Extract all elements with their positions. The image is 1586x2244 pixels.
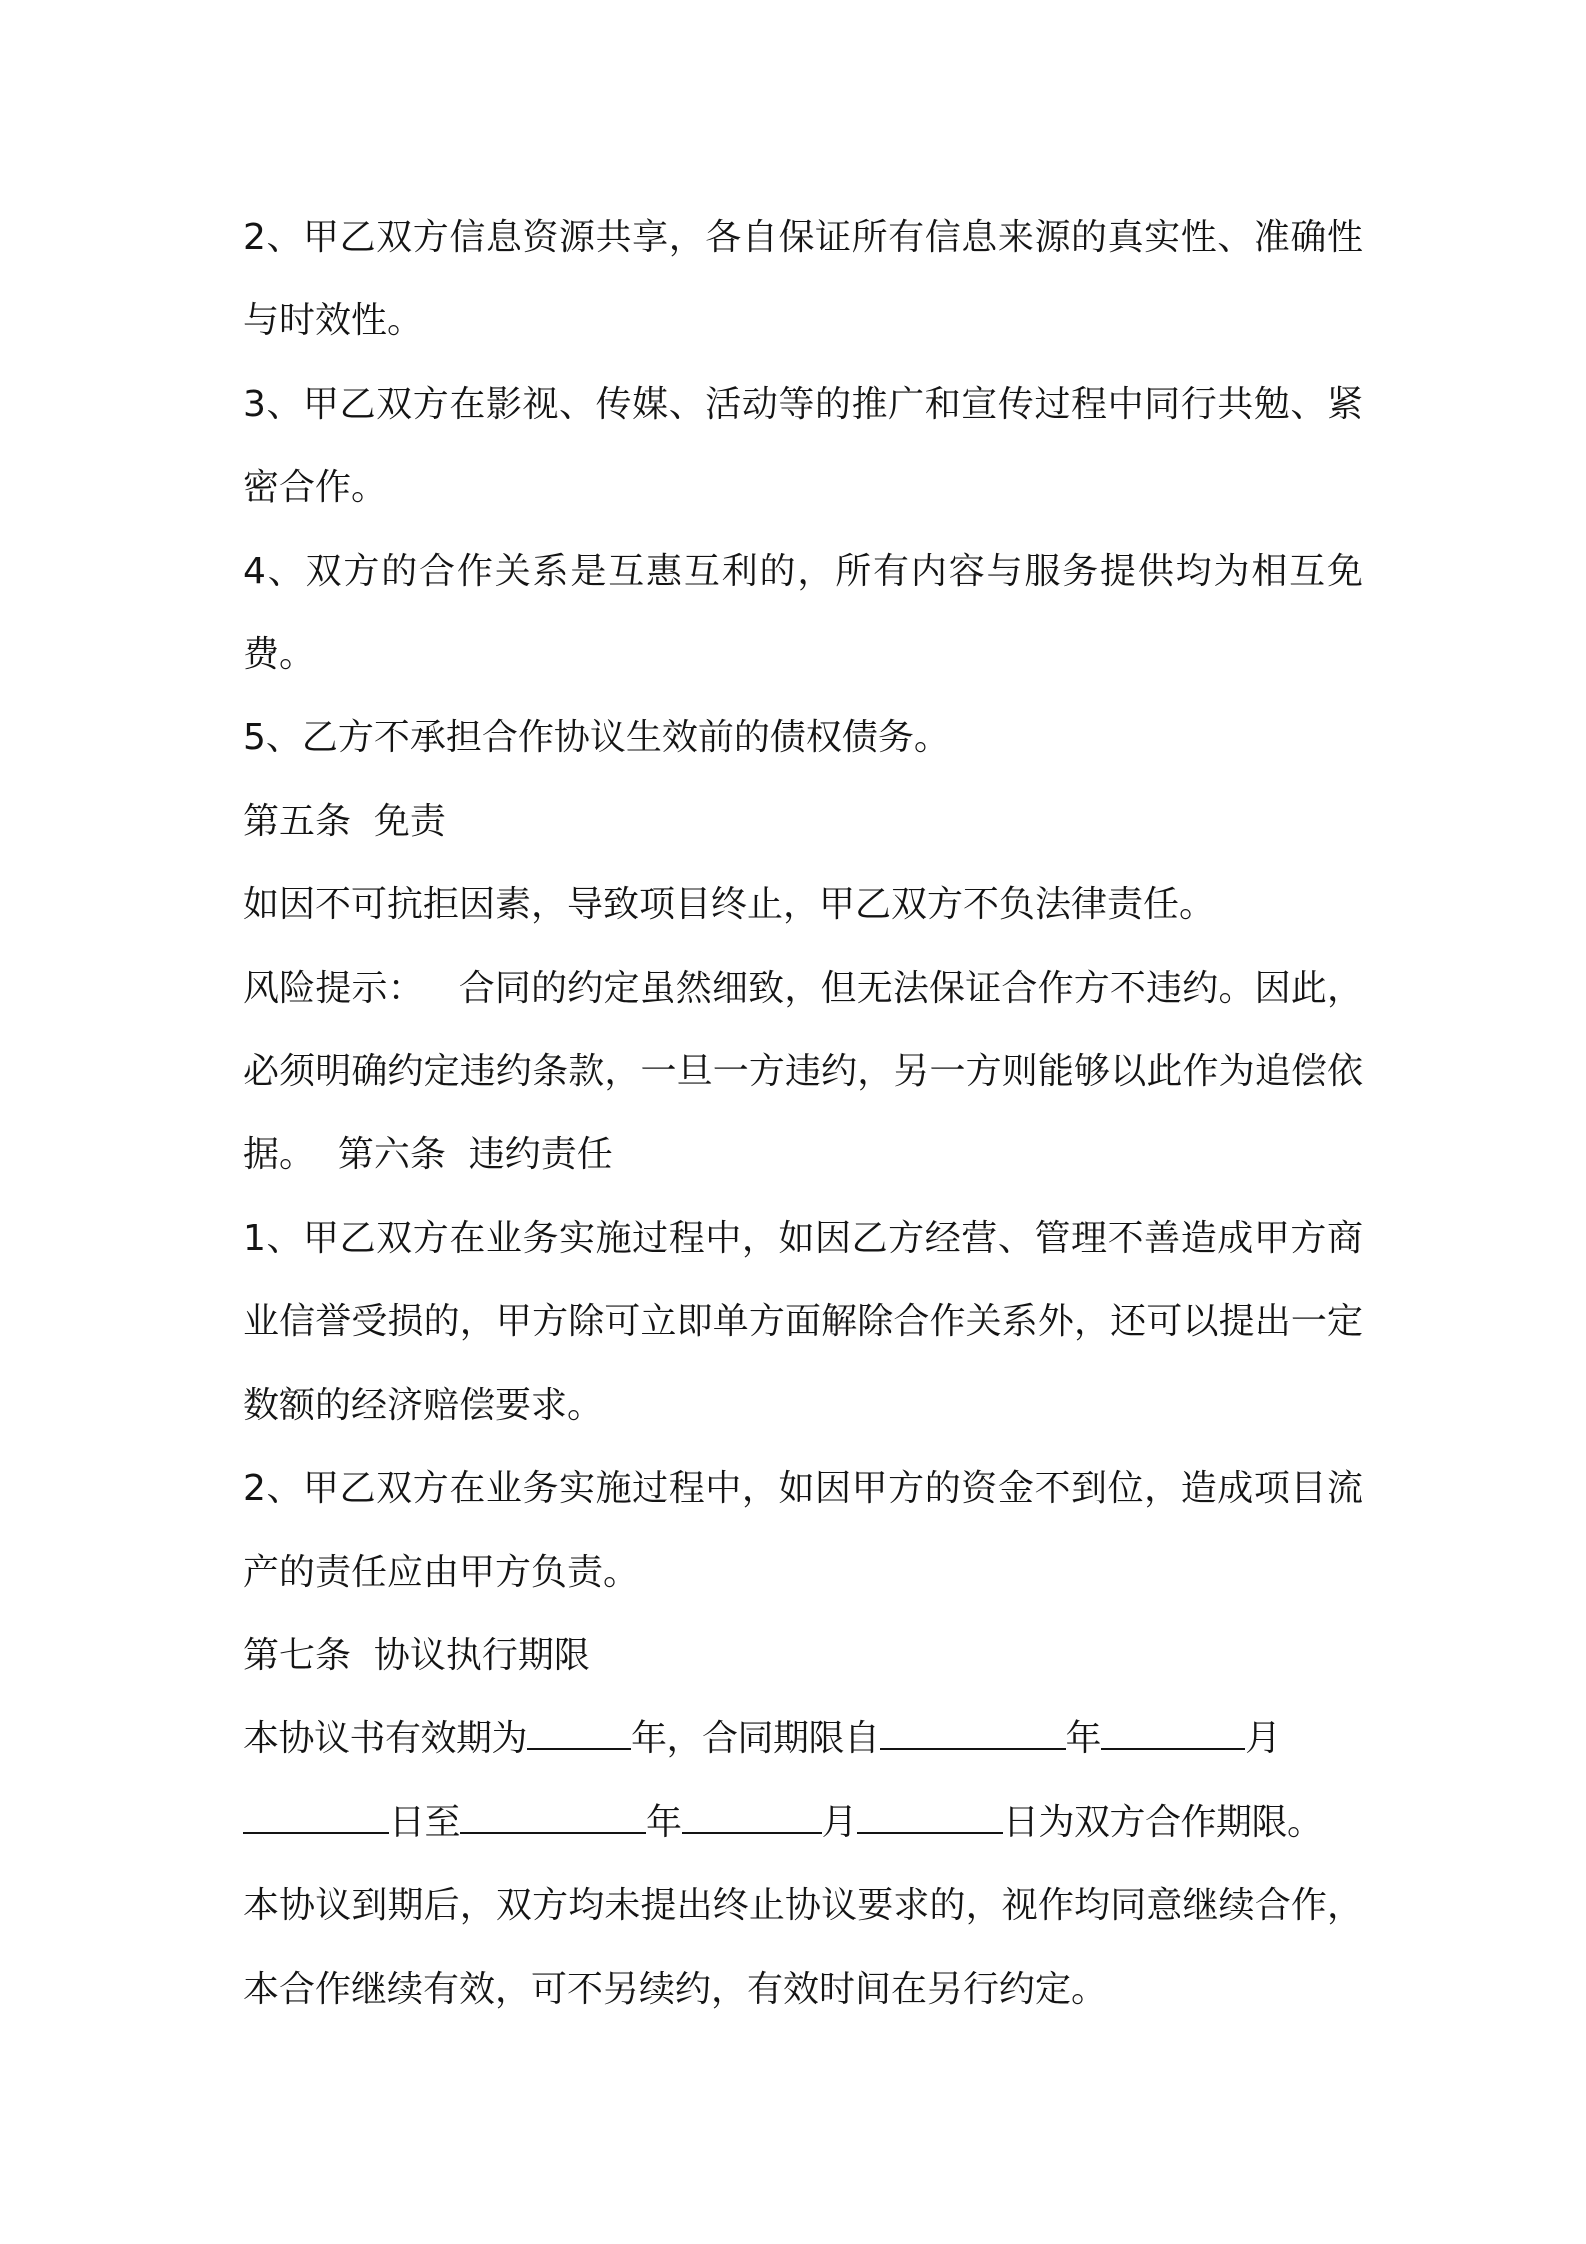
article7-heading: 第七条 协议执行期限 (243, 1634, 590, 1676)
start-year-unit: 年 (1065, 1718, 1102, 1760)
term-clause (243, 1697, 1363, 1864)
start-month-unit: 月 (1245, 1718, 1281, 1760)
end-year-blank (460, 1802, 646, 1834)
start-month-blank (1101, 1718, 1245, 1750)
clause-item-3: 3、甲乙双方在影视、传媒、活动等的推广和宣传过程中同行共勉、紧密合作。 (243, 383, 1363, 509)
article6-heading: 第六条 违约责任 (337, 1134, 613, 1176)
term-day-to: 日至 (389, 1801, 461, 1843)
end-day-blank (857, 1802, 1003, 1834)
document-body (243, 196, 1363, 2031)
risk-note-text: 风险提示： 合同的约定虽然细致，但无法保证合作方不违约。因此，必须明确约定违约条款，一旦一方违约，另一方则能够以此作为追偿依据。 (243, 967, 1363, 1176)
end-year-unit: 年 (646, 1801, 682, 1843)
clause-item-2: 2、甲乙双方信息资源共享，各自保证所有信息来源的真实性、准确性与时效性。 (243, 217, 1363, 342)
start-day-blank (243, 1802, 389, 1834)
article6-item-2: 2、甲乙双方在业务实施过程中，如因甲方的资金不到位，造成项目流产的责任应由甲方负责。 (243, 1468, 1363, 1593)
article5-body: 如因不可抗拒因素，导致项目终止，甲乙双方不负法律责任。 (243, 884, 1216, 926)
risk-note (243, 947, 1363, 1197)
start-year-blank (880, 1718, 1066, 1750)
end-month-unit: 月 (821, 1801, 858, 1843)
renewal-clause: 本协议到期后，双方均未提出终止协议要求的，视作均同意继续合作，本合作继续有效，可不另续约，有效时间在另行约定。 (243, 1885, 1363, 2010)
term-period-from: ，合同期限自 (666, 1718, 880, 1760)
term-day-end: 日为双方合作期限。 (1003, 1801, 1323, 1843)
term-years-blank (527, 1718, 631, 1750)
clause-item-5: 5、乙方不承担合作协议生效前的债权债务。 (243, 717, 950, 759)
article5-heading: 第五条 免责 (243, 800, 446, 842)
term-prefix: 本协议书有效期为 (243, 1718, 528, 1760)
article6-item-1: 1、甲乙双方在业务实施过程中，如因乙方经营、管理不善造成甲方商业信誉受损的，甲方除可立即单方面解除合作关系外，还可以提出一定数额的经济赔偿要求。 (243, 1217, 1363, 1426)
term-year-unit: 年 (631, 1718, 667, 1760)
clause-item-4: 4、双方的合作关系是互惠互利的，所有内容与服务提供均为相互免费。 (243, 550, 1363, 676)
end-month-blank (682, 1802, 822, 1834)
